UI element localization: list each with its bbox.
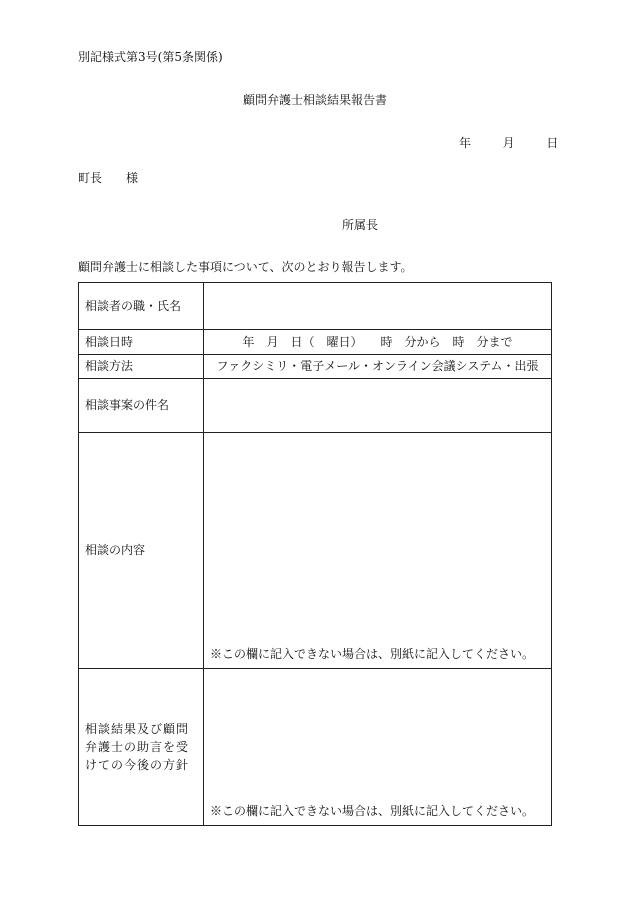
consultant-field[interactable]	[204, 283, 552, 330]
intro-text: 顧問弁護士に相談した事項について、次のとおり報告します。	[78, 260, 413, 274]
row-label-content: 相談の内容	[79, 433, 204, 669]
table-row	[79, 433, 552, 669]
table-row	[79, 355, 552, 379]
table-row	[79, 379, 552, 433]
row-label-subject: 相談事案の件名	[79, 379, 204, 433]
result-policy-label-text: 相談結果及び顧問弁護士の助言を受けての今後の方針	[85, 722, 190, 772]
date-year-label: 年	[459, 136, 472, 150]
date-month-label: 月	[502, 136, 515, 150]
row-label-consultant: 相談者の職・氏名	[79, 283, 204, 330]
table-row	[79, 330, 552, 355]
subject-field[interactable]	[204, 379, 552, 433]
date-day-label: 日	[546, 136, 559, 150]
result-policy-field[interactable]: ※この欄に記入できない場合は、別紙に記入してください。	[204, 669, 552, 826]
report-table	[78, 282, 552, 826]
table-row	[79, 669, 552, 826]
datetime-field[interactable]: 年 月 日（ 曜日） 時 分から 時 分まで	[204, 330, 552, 355]
row-label-result-policy	[79, 669, 204, 826]
form-number: 別記様式第3号(第5条関係)	[78, 50, 223, 64]
table-row	[79, 283, 552, 330]
row-label-datetime: 相談日時	[79, 330, 204, 355]
date-line	[459, 137, 558, 149]
row-label-method: 相談方法	[79, 355, 204, 379]
method-options[interactable]: ファクシミリ・電子メール・オンライン会議システム・出張	[204, 355, 552, 379]
document-title: 顧問弁護士相談結果報告書	[242, 93, 387, 107]
addressee: 町長 様	[78, 171, 139, 185]
sender-title: 所属長	[342, 218, 379, 232]
content-field[interactable]: ※この欄に記入できない場合は、別紙に記入してください。	[204, 433, 552, 669]
